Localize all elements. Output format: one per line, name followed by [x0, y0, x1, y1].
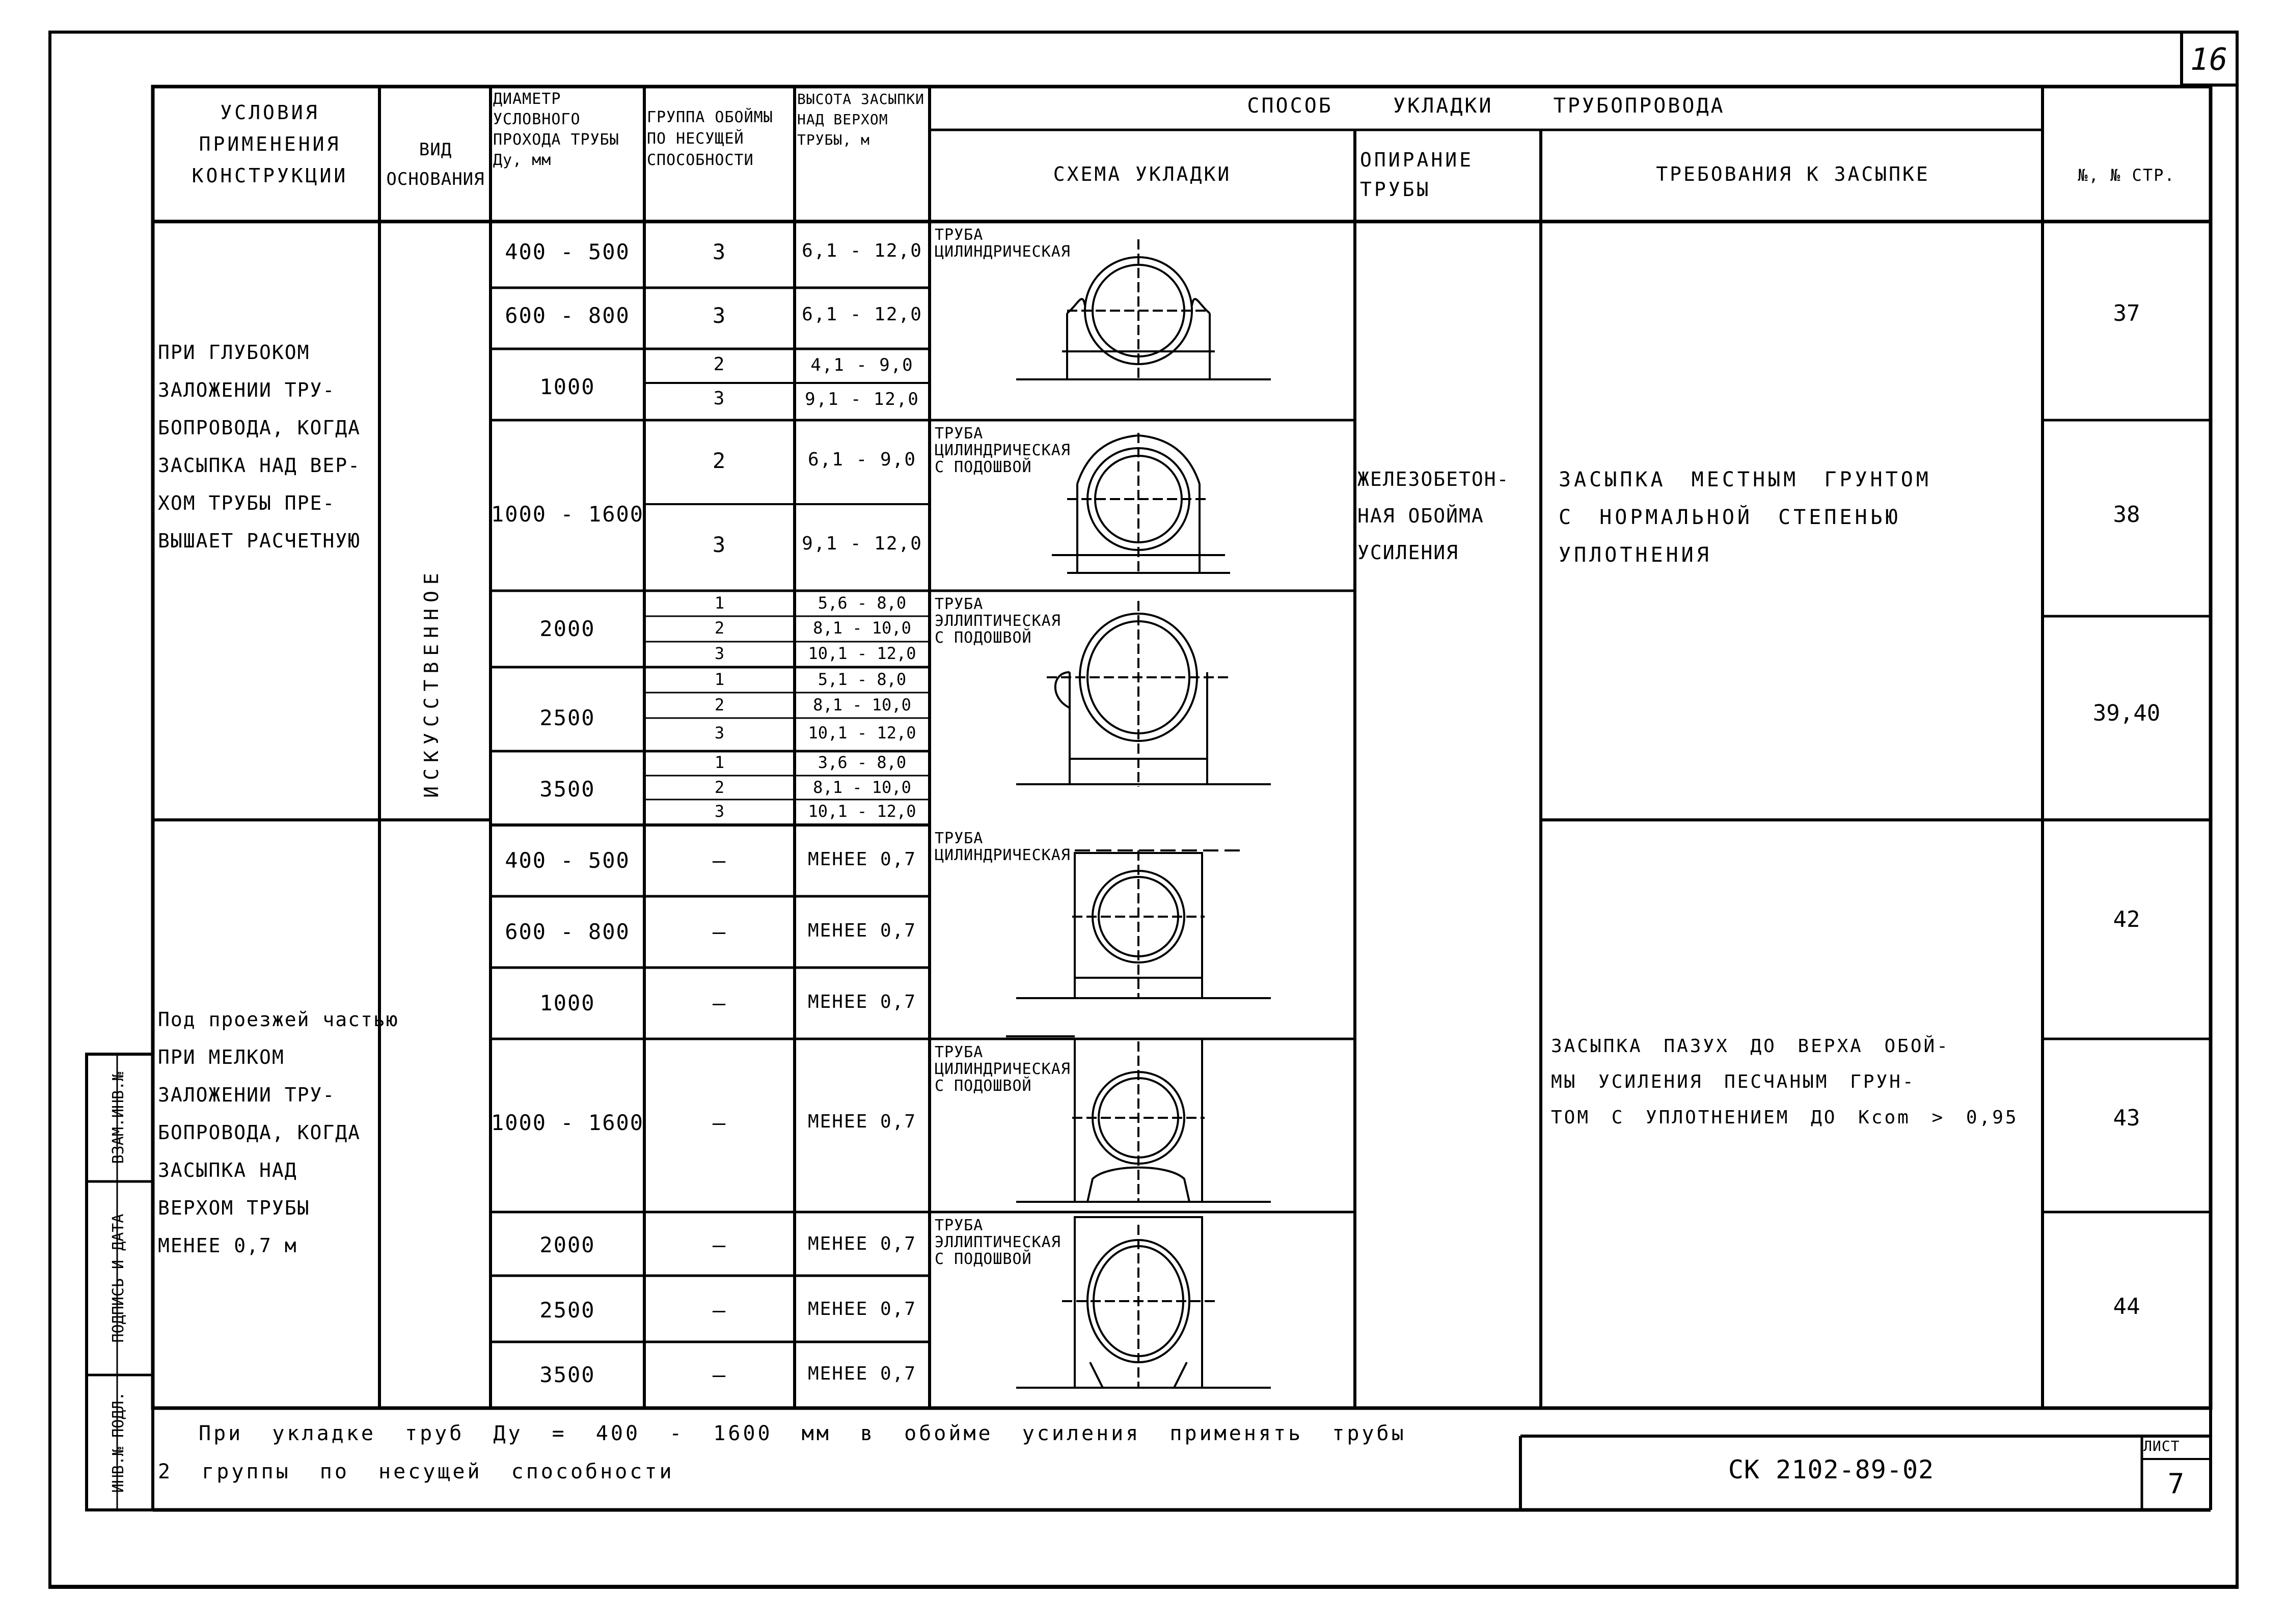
stamp-signature-date: ПОДПИСЬ И ДАТА [110, 1214, 127, 1343]
row-height: 8,1 - 10,0 [813, 618, 911, 638]
row-group: 2 [714, 695, 725, 714]
row-diameter: 400 - 500 [505, 239, 630, 264]
row-group: 1 [714, 753, 725, 772]
row-diameter: 1000 - 1600 [491, 502, 644, 527]
header-group: ГРУППА ОБОЙМЫ ПО НЕСУЩЕЙ СПОСОБНОСТИ [647, 108, 773, 169]
sheet-number: 7 [2167, 1468, 2185, 1500]
row-height: 10,1 - 12,0 [808, 644, 916, 663]
base-type-value: ИСКУССТВЕННОЕ [420, 567, 443, 798]
row-height: 10,1 - 12,0 [808, 802, 916, 821]
header-diameter: ДИАМЕТР УСЛОВНОГО ПРОХОДА ТРУБЫ Дy, мм [493, 90, 619, 169]
scheme-label: ТРУБА ЭЛЛИПТИЧЕСКАЯ С ПОДОШВОЙ [935, 1217, 1061, 1268]
row-group: 2 [714, 778, 725, 797]
corner-number: 16 [2190, 42, 2228, 77]
header-scheme: СХЕМА УКЛАДКИ [1053, 163, 1232, 185]
row-diameter: 1000 [539, 374, 595, 399]
row-group: – [712, 1232, 727, 1257]
row-diameter: 2000 [539, 1232, 595, 1257]
scheme-label: ТРУБА ЭЛЛИПТИЧЕСКАЯ С ПОДОШВОЙ [935, 595, 1061, 647]
condition-shallow: Под проезжей частью ПРИ МЕЛКОМ ЗАЛОЖЕНИИ ТРУ- БОПРОВОДА, КОГДА ЗАСЫПКА НАД ВЕРХОМ ТРУБЫ МЕНЕЕ 0,7 м [158, 1008, 399, 1257]
page-ref: 43 [2113, 1105, 2140, 1131]
header-pages: №, № СТР. [2078, 166, 2175, 185]
row-height: 10,1 - 12,0 [808, 723, 916, 742]
scheme-label: ТРУБА ЦИЛИНДРИЧЕСКАЯ С ПОДОШВОЙ [935, 425, 1071, 476]
row-group: – [712, 848, 727, 873]
row-height: 5,1 - 8,0 [818, 670, 907, 689]
row-height: МЕНЕЕ 0,7 [807, 1111, 917, 1132]
stamp-replacement-inventory: ВЗАМ.ИНВ.№ [110, 1071, 127, 1164]
scheme-label: ТРУБА ЦИЛИНДРИЧЕСКАЯ С ПОДОШВОЙ [935, 1043, 1071, 1095]
row-height: 5,6 - 8,0 [818, 593, 907, 613]
row-group: 3 [712, 532, 727, 557]
row-group: – [712, 919, 727, 944]
stamp-inventory-number: ИНВ.№ ПОДЛ. [110, 1391, 127, 1493]
document-code: СК 2102-89-02 [1728, 1455, 1935, 1484]
row-group: 3 [714, 644, 725, 663]
row-group: 1 [714, 593, 725, 613]
row-height: МЕНЕЕ 0,7 [807, 992, 917, 1012]
page-ref: 42 [2113, 906, 2140, 932]
row-height: 8,1 - 10,0 [813, 695, 911, 714]
page-ref: 44 [2113, 1293, 2140, 1319]
row-diameter: 600 - 800 [505, 303, 630, 328]
header-height: ВЫСОТА ЗАСЫПКИ НАД ВЕРХОМ ТРУБЫ, м [797, 91, 925, 148]
header-conditions: УСЛОВИЯ ПРИМЕНЕНИЯ КОНСТРУКЦИИ [192, 101, 348, 187]
row-diameter: 2500 [539, 705, 595, 730]
row-diameter: 2000 [539, 616, 595, 641]
row-height: 3,6 - 8,0 [818, 753, 907, 772]
row-height: 9,1 - 12,0 [802, 533, 922, 554]
row-group: 3 [713, 388, 726, 409]
row-group: 2 [713, 354, 726, 375]
footnote-line2: 2 группы по несущей способности [158, 1460, 674, 1483]
row-height: 6,1 - 9,0 [807, 449, 917, 470]
row-group: 1 [714, 670, 725, 689]
row-diameter: 2500 [539, 1298, 595, 1323]
row-diameter: 600 - 800 [505, 919, 630, 944]
row-height: 4,1 - 9,0 [810, 355, 914, 375]
row-height: 9,1 - 12,0 [805, 389, 919, 409]
row-group: 2 [714, 618, 725, 638]
page-ref: 38 [2113, 502, 2140, 528]
row-height: 6,1 - 12,0 [802, 240, 922, 261]
condition-deep: ПРИ ГЛУБОКОМ ЗАЛОЖЕНИИ ТРУ- БОПРОВОДА, КОГДА ЗАСЫПКА НАД ВЕР- ХОМ ТРУБЫ ПРЕ- ВЫШАЕТ РАСЧЕТНУЮ [158, 341, 361, 552]
row-group: 3 [714, 802, 725, 821]
header-method: СПОСОБ УКЛАДКИ ТРУБОПРОВОДА [1247, 94, 1725, 118]
scheme-label: ТРУБА ЦИЛИНДРИЧЕСКАЯ [935, 830, 1071, 864]
row-diameter: 3500 [539, 777, 595, 802]
row-group: 3 [712, 303, 727, 328]
row-group: 3 [712, 239, 727, 264]
row-group: – [712, 1298, 727, 1323]
row-diameter: 400 - 500 [505, 848, 630, 873]
support-value: ЖЕЛЕЗОБЕТОН- НАЯ ОБОЙМА УСИЛЕНИЯ [1357, 468, 1510, 564]
backfill-bottom: ЗАСЫПКА ПАЗУХ ДО ВЕРХА ОБОЙ- МЫ УСИЛЕНИЯ ПЕСЧАНЫМ ГРУН- ТОМ С УПЛОТНЕНИЕМ ДО Kcom > 0,95 [1551, 1036, 2019, 1128]
row-height: 6,1 - 12,0 [802, 304, 922, 325]
header-support: ОПИРАНИЕ ТРУБЫ [1360, 149, 1474, 201]
row-height: МЕНЕЕ 0,7 [807, 1299, 917, 1319]
header-base-type: ВИД ОСНОВАНИЯ [386, 140, 485, 189]
page-ref: 39,40 [2092, 700, 2161, 726]
footnote-line1: При укладке труб Дy = 400 - 1600 мм в обойме усиления применять трубы [199, 1422, 1406, 1445]
sheet-label: ЛИСТ [2143, 1438, 2180, 1454]
row-group: 3 [714, 723, 725, 742]
row-diameter: 3500 [539, 1362, 595, 1387]
row-height: МЕНЕЕ 0,7 [807, 1233, 917, 1254]
row-group: – [712, 990, 727, 1015]
row-height: МЕНЕЕ 0,7 [807, 920, 917, 941]
row-group: – [712, 1362, 727, 1387]
row-diameter: 1000 [539, 990, 595, 1015]
scheme-label: ТРУБА ЦИЛИНДРИЧЕСКАЯ [935, 226, 1071, 261]
backfill-top: ЗАСЫПКА МЕСТНЫМ ГРУНТОМ С НОРМАЛЬНОЙ СТЕПЕНЬЮ УПЛОТНЕНИЯ [1559, 468, 1931, 567]
row-height: 8,1 - 10,0 [813, 778, 911, 797]
row-diameter: 1000 - 1600 [491, 1110, 644, 1135]
row-height: МЕНЕЕ 0,7 [807, 1363, 917, 1384]
page-ref: 37 [2113, 300, 2140, 326]
header-backfill: ТРЕБОВАНИЯ К ЗАСЫПКЕ [1656, 163, 1930, 185]
row-group: – [712, 1110, 727, 1135]
row-group: 2 [712, 448, 727, 473]
row-height: МЕНЕЕ 0,7 [807, 849, 917, 870]
